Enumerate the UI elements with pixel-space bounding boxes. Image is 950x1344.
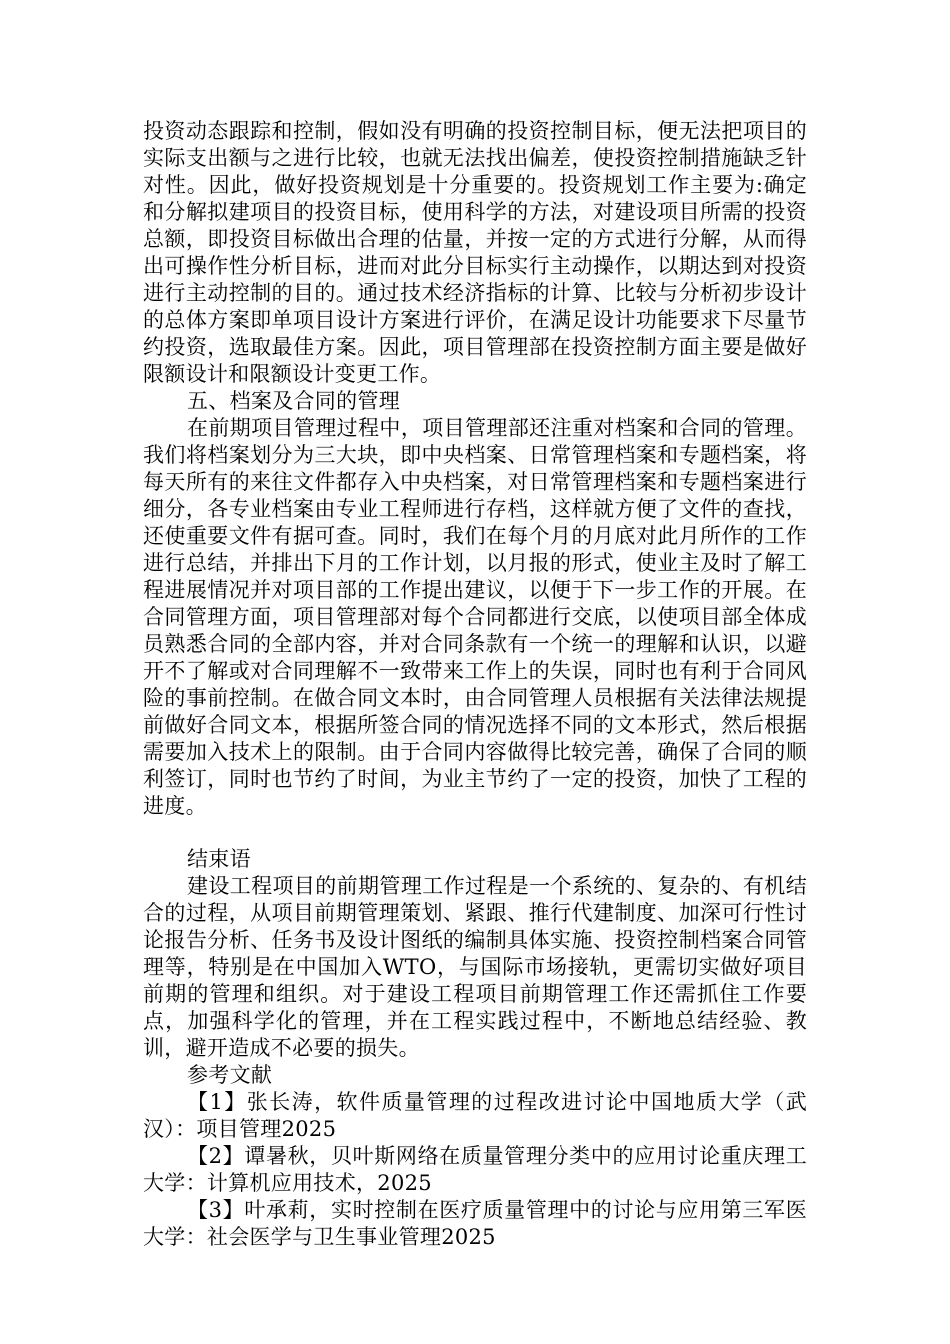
document-page bbox=[143, 118, 807, 1251]
body-paragraph: 在前期项目管理过程中，项目管理部还注重对档案和合同的管理。我们将档案划分为三大块，即中央档案、日常管理档案和专题档案，将每天所有的来往文件都存入中央档案，对日常管理档案和专题档案进行细分，各专业档案由专业工程师进行存档，这样就方便了文件的查找，还使重要文件有据可查。同时，我们在每个月的月底对此月所作的工作进行总结，并排出下月的工作计划，以月报的形式，使业主及时了解工程进展情况并对项目部的工作提出建议，以便于下一步工作的开展。在合同管理方面，项目管理部对每个合同都进行交底，以使项目部全体成员熟悉合同的全部内容，并对合同条款有一个统一的理解和认识，以避开不了解或对合同理解不一致带来工作上的失误，同时也有利于合同风险的事前控制。在做合同文本时，由合同管理人员根据有关法律法规提前做好合同文本，根据所签合同的情况选择不同的文本形式，然后根据需要加入技术上的限制。由于合同内容做得比较完善，确保了合同的顺利签订，同时也节约了时间，为业主节约了一定的投资，加快了工程的进度。 bbox=[143, 416, 807, 818]
reference-item: 【3】叶承莉，实时控制在医疗质量管理中的讨论与应用第三军医大学：社会医学与卫生事业管理2025 bbox=[143, 1198, 807, 1249]
section-heading-references: 参考文献 bbox=[187, 1063, 273, 1087]
paragraph-gap bbox=[143, 820, 807, 846]
reference-item: 【1】张长涛，软件质量管理的过程改进讨论中国地质大学（武汉）：项目管理2025 bbox=[143, 1090, 807, 1141]
section-heading-conclusion: 结束语 bbox=[187, 847, 251, 871]
section-heading-archive: 五、档案及合同的管理 bbox=[187, 389, 400, 413]
body-paragraph: 投资动态跟踪和控制，假如没有明确的投资控制目标，便无法把项目的实际支出额与之进行比较，也就无法找出偏差，使投资控制措施缺乏针对性。因此，做好投资规划是十分重要的。投资规划工作主要为:确定和分解拟建项目的投资目标，使用科学的方法，对建设项目所需的投资总额，即投资目标做出合理的估量，并按一定的方式进行分解，从而得出可操作性分析目标，进而对此分目标实行主动操作，以期达到对投资进行主动控制的目的。通过技术经济指标的计算、比较与分析初步设计的总体方案即单项目设计方案进行评价，在满足设计功能要求下尽量节约投资，选取最佳方案。因此，项目管理部在投资控制方面主要是做好限额设计和限额设计变更工作。 bbox=[143, 119, 807, 386]
reference-item: 【2】谭暑秋，贝叶斯网络在质量管理分类中的应用讨论重庆理工大学：计算机应用技术，2025 bbox=[143, 1144, 807, 1195]
body-paragraph: 建设工程项目的前期管理工作过程是一个系统的、复杂的、有机结合的过程，从项目前期管理策划、紧跟、推行代建制度、加深可行性讨论报告分析、任务书及设计图纸的编制具体实施、投资控制档案合同管理等，特别是在中国加入WTO，与国际市场接轨，更需切实做好项目前期的管理和组织。对于建设工程项目前期管理工作还需抓住工作要点，加强科学化的管理，并在工程实践过程中，不断地总结经验、教训，避开造成不必要的损失。 bbox=[143, 874, 807, 1060]
